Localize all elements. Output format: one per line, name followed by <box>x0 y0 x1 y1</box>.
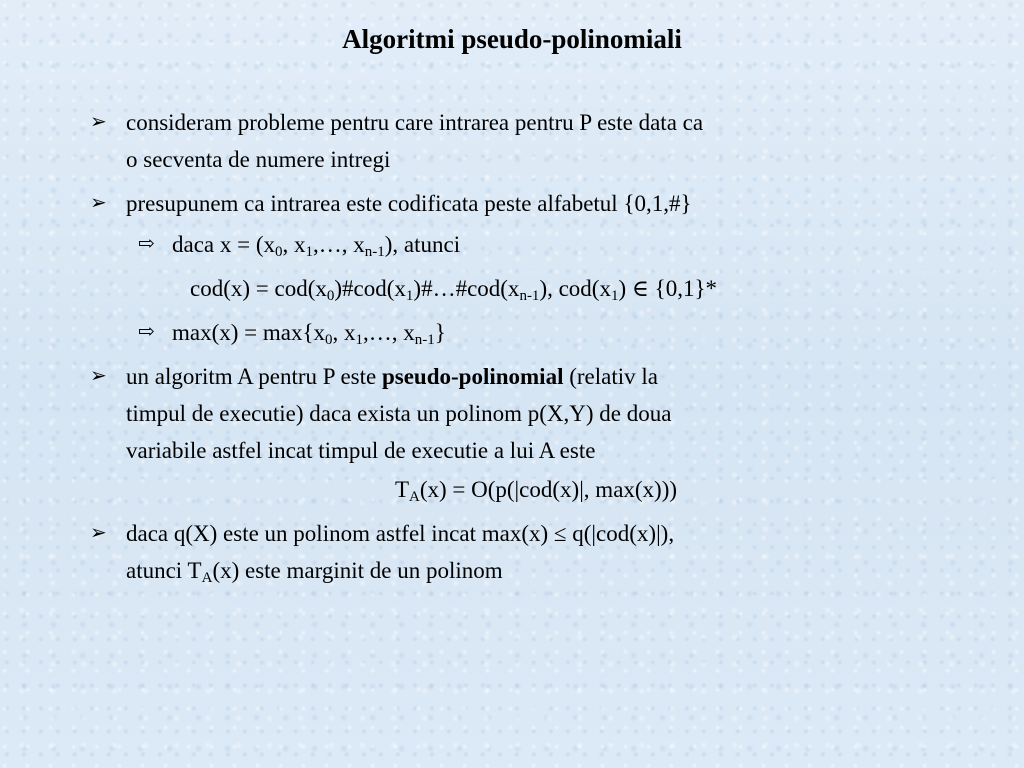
subscript: 1 <box>355 332 364 348</box>
bullet-item-input-sequence <box>86 104 946 178</box>
formula-text: ,…, x <box>363 320 415 345</box>
bullet-line: daca q(X) este un polinom astfel incat max(x) ≤ q(|cod(x)|), <box>126 521 675 546</box>
formula-text: daca x = (x <box>172 232 276 257</box>
formula-text: )#cod(x <box>334 276 406 301</box>
formula-text: cod(x) = cod(x <box>190 276 327 301</box>
formula-text: , x <box>282 232 306 257</box>
subscript: n-1 <box>364 244 385 260</box>
arrow-bullet-icon: ➢ <box>90 522 107 544</box>
subscript: 0 <box>326 288 335 304</box>
hollow-arrow-icon: ⇨ <box>138 233 155 255</box>
arrow-bullet-icon: ➢ <box>90 192 107 214</box>
formula-text: ,…, x <box>313 232 365 257</box>
bullet-item-encoding <box>86 185 946 222</box>
cod-formula-line <box>86 270 946 307</box>
slide-body <box>86 104 946 596</box>
bullet-text: un algoritm A pentru P este <box>126 364 382 389</box>
formula-text: (x) este marginit de un polinom <box>212 558 503 583</box>
bullet-line: o secventa de numere intregi <box>126 147 391 172</box>
subscript: n-1 <box>414 332 435 348</box>
bold-term: pseudo-polinomial <box>381 364 564 389</box>
bullet-item-pseudo-polynomial <box>86 358 946 469</box>
subscript: 1 <box>405 288 414 304</box>
formula-text: (x) = O(p(|cod(x)|, max(x))) <box>419 477 678 502</box>
sub-item-daca <box>86 226 946 263</box>
formula-text: T <box>394 477 409 502</box>
formula-text: )#…#cod(x <box>413 276 520 301</box>
arrow-bullet-icon: ➢ <box>90 111 107 133</box>
subscript: 0 <box>325 332 333 348</box>
subscript: A <box>201 570 213 586</box>
bullet-line: timpul de executie) daca exista un polinom p(X,Y) de doua <box>126 401 672 426</box>
subscript: 1 <box>305 244 314 260</box>
arrow-bullet-icon: ➢ <box>90 365 107 387</box>
ta-formula-line <box>86 471 946 508</box>
bullet-line: consideram probleme pentru care intrarea pentru P este data ca <box>126 110 704 135</box>
formula-text: ), atunci <box>384 232 461 257</box>
formula-text: , x <box>332 320 356 345</box>
formula-text: atunci T <box>126 558 202 583</box>
formula-text: ) ∈ {0,1}* <box>618 276 717 301</box>
bullet-item-polynomial-bound <box>86 515 946 589</box>
formula-text: } <box>434 320 446 345</box>
slide-title: Algoritmi pseudo-polinomiali <box>342 24 682 54</box>
subscript: A <box>409 489 420 505</box>
bullet-line <box>126 358 946 395</box>
formula-text: ), cod(x <box>539 276 611 301</box>
bullet-line: presupunem ca intrarea este codificata peste alfabetul {0,1,#} <box>126 191 692 216</box>
bullet-line <box>126 552 946 589</box>
subscript: 1 <box>610 288 619 304</box>
subscript: 0 <box>275 244 283 260</box>
subscript: n-1 <box>519 288 540 304</box>
bullet-line: variabile astfel incat timpul de executie a lui A este <box>126 438 596 463</box>
sub-item-max <box>86 314 946 351</box>
bullet-text: (relativ la <box>563 364 658 389</box>
hollow-arrow-icon: ⇨ <box>138 321 155 343</box>
formula-text: max(x) = max{x <box>172 320 326 345</box>
